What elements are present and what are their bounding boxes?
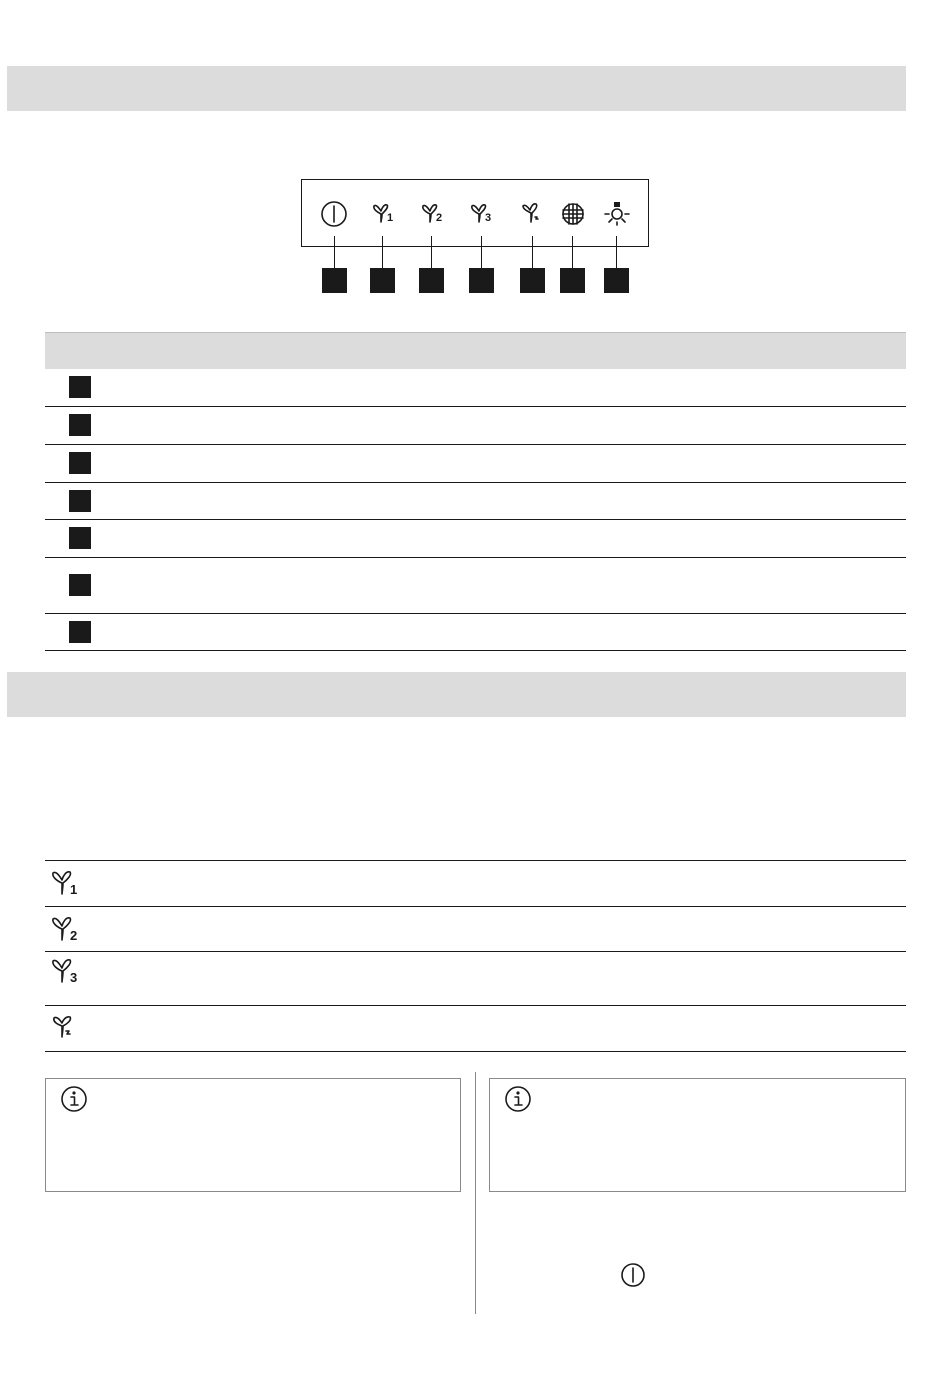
speed-2-digit: 2	[70, 928, 78, 943]
section-header-bar-second	[7, 672, 906, 717]
table-row	[45, 407, 906, 445]
callout-square-3	[419, 268, 444, 293]
fan-speed-2-icon	[419, 200, 447, 228]
row-square	[69, 452, 91, 474]
panel-speed1-digit: 1	[387, 212, 394, 224]
fan-speed-1-icon	[370, 200, 398, 228]
table-row	[45, 558, 906, 614]
callout-square-5	[520, 268, 545, 293]
leader-line-4	[481, 236, 482, 268]
callout-square-7	[604, 268, 629, 293]
callout-square-2	[370, 268, 395, 293]
table-row	[45, 445, 906, 483]
table-row	[45, 614, 906, 651]
row-square	[69, 490, 91, 512]
leader-line-7	[616, 236, 617, 268]
section-header-bar-top	[7, 66, 906, 111]
leader-line-2	[382, 236, 383, 268]
table-row	[45, 483, 906, 520]
info-note-box-right	[489, 1078, 906, 1192]
filter-grid-icon	[559, 200, 587, 228]
table-header	[45, 332, 906, 369]
light-icon	[603, 200, 631, 228]
leader-line-3	[431, 236, 432, 268]
on-off-icon	[320, 200, 348, 228]
speed-row-intensive	[45, 1006, 906, 1052]
speed-row-3	[45, 952, 906, 1006]
fan-speed-2-icon	[49, 914, 85, 946]
table-row	[45, 369, 906, 407]
row-square	[69, 574, 91, 596]
fan-speed-1-icon	[49, 868, 85, 900]
speed-1-digit: 1	[70, 882, 78, 897]
fan-intensive-icon	[518, 200, 546, 228]
speed-row-1	[45, 861, 906, 907]
column-divider	[475, 1072, 476, 1314]
row-square	[69, 376, 91, 398]
row-square	[69, 527, 91, 549]
row-square	[69, 621, 91, 643]
on-off-icon	[620, 1262, 646, 1288]
fan-speed-3-icon	[49, 956, 85, 988]
callout-square-4	[469, 268, 494, 293]
callout-square-1	[322, 268, 347, 293]
info-icon	[504, 1085, 532, 1113]
callout-square-6	[560, 268, 585, 293]
fan-intensive-icon	[49, 1012, 85, 1044]
leader-line-5	[532, 236, 533, 268]
panel-speed2-digit: 2	[436, 212, 443, 224]
row-square	[69, 414, 91, 436]
info-note-box-left	[45, 1078, 461, 1192]
speed-row-2	[45, 907, 906, 952]
table-row	[45, 520, 906, 558]
info-icon	[60, 1085, 88, 1113]
fan-speed-3-icon	[468, 200, 496, 228]
leader-line-1	[334, 236, 335, 268]
leader-line-6	[572, 236, 573, 268]
speed-3-digit: 3	[70, 970, 78, 985]
panel-speed3-digit: 3	[485, 212, 492, 224]
